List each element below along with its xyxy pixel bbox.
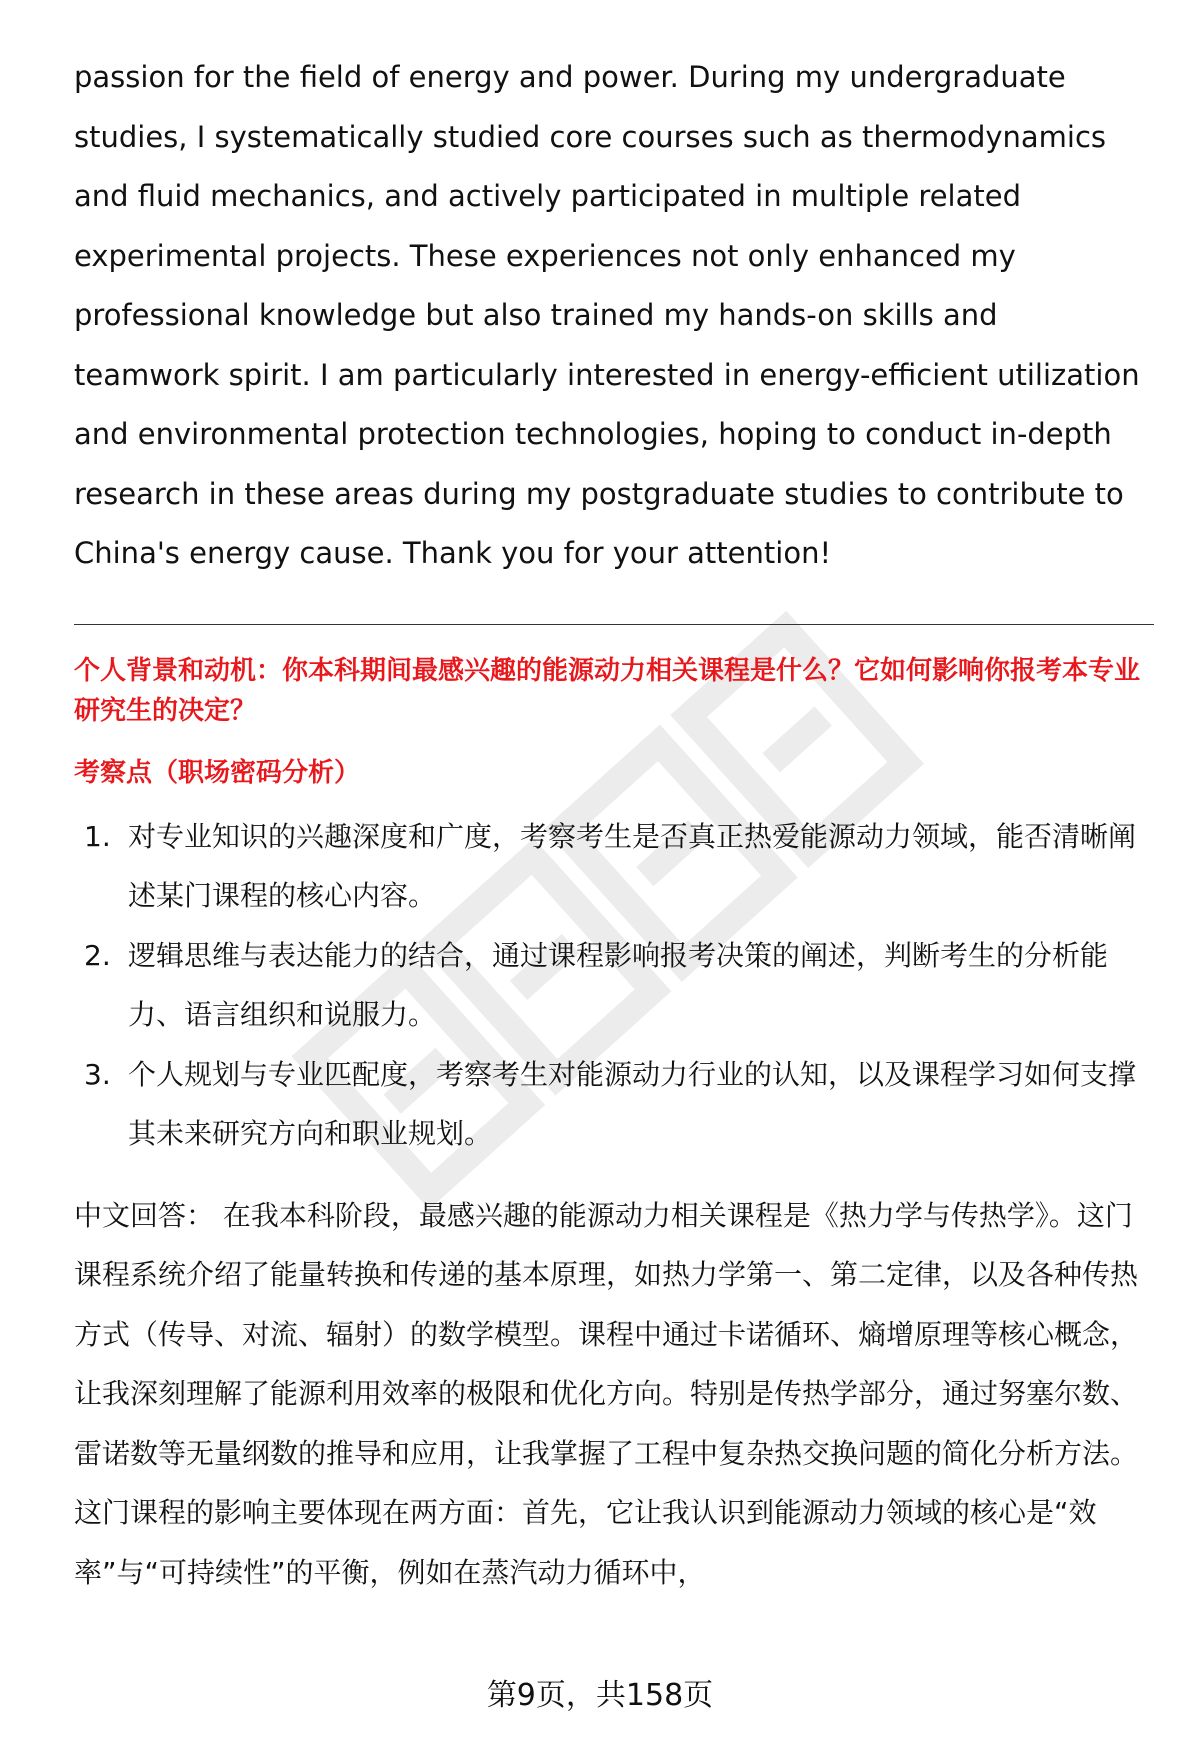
list-text: 逻辑思维与表达能力的结合，通过课程影响报考决策的阐述，判断考生的分析能力、语言组织和说服力。: [128, 938, 1109, 1031]
english-intro: [74, 48, 1144, 584]
divider: [74, 624, 1154, 625]
list-item: [74, 926, 1144, 1045]
analysis-points: [74, 807, 1144, 1164]
intro-paragraph: passion for the field of energy and power. During my undergraduate studies, I systematically studied core courses such as thermodynamics and fluid mechanics, and actively participated in multiple related experimental projects. These experiences not only enhanced my professional knowledge but also trained my hands-on skills and teamwork spirit. I am particularly interested in energy-efficient utilization and environmental protection technologies, hoping to conduct in-depth research in these areas during my postgraduate studies to contribute to China's energy cause. Thank you for your attention!: [74, 60, 1140, 570]
list-text: 对专业知识的兴趣深度和广度，考察考生是否真正热爱能源动力领域，能否清晰阐述某门课程的核心内容。: [128, 819, 1137, 912]
page-number: 第9页，共158页: [486, 1678, 714, 1713]
page-content: [74, 48, 1144, 1602]
list-number: 2.: [84, 938, 111, 972]
chinese-answer: 中文回答： 在我本科阶段，最感兴趣的能源动力相关课程是《热力学与传热学》。这门课程系统介绍了能量转换和传递的基本原理，如热力学第一、第二定律，以及各种传热方式（传导、对流、辐射）的数学模型。课程中通过卡诺循环、熵增原理等核心概念，让我深刻理解了能源利用效率的极限和优化方向。特别是传热学部分，通过努塞尔数、雷诺数等无量纲数的推导和应用，让我掌握了工程中复杂热交换问题的简化分析方法。这门课程的影响主要体现在两方面：首先，它让我认识到能源动力领域的核心是“效率”与“可持续性”的平衡，例如在蒸汽动力循环中，: [74, 1198, 1139, 1589]
question-heading: 个人背景和动机：你本科期间最感兴趣的能源动力相关课程是什么？它如何影响你报考本专业研究生的决定？: [74, 655, 1141, 726]
list-item: [74, 807, 1144, 926]
list-number: 3.: [84, 1057, 111, 1091]
list-number: 1.: [84, 819, 111, 853]
list-item: [74, 1045, 1144, 1164]
analysis-heading: 考察点（职场密码分析）: [74, 757, 361, 788]
list-text: 个人规划与专业匹配度，考察考生对能源动力行业的认知，以及课程学习如何支撑其未来研究方向和职业规划。: [128, 1057, 1137, 1150]
